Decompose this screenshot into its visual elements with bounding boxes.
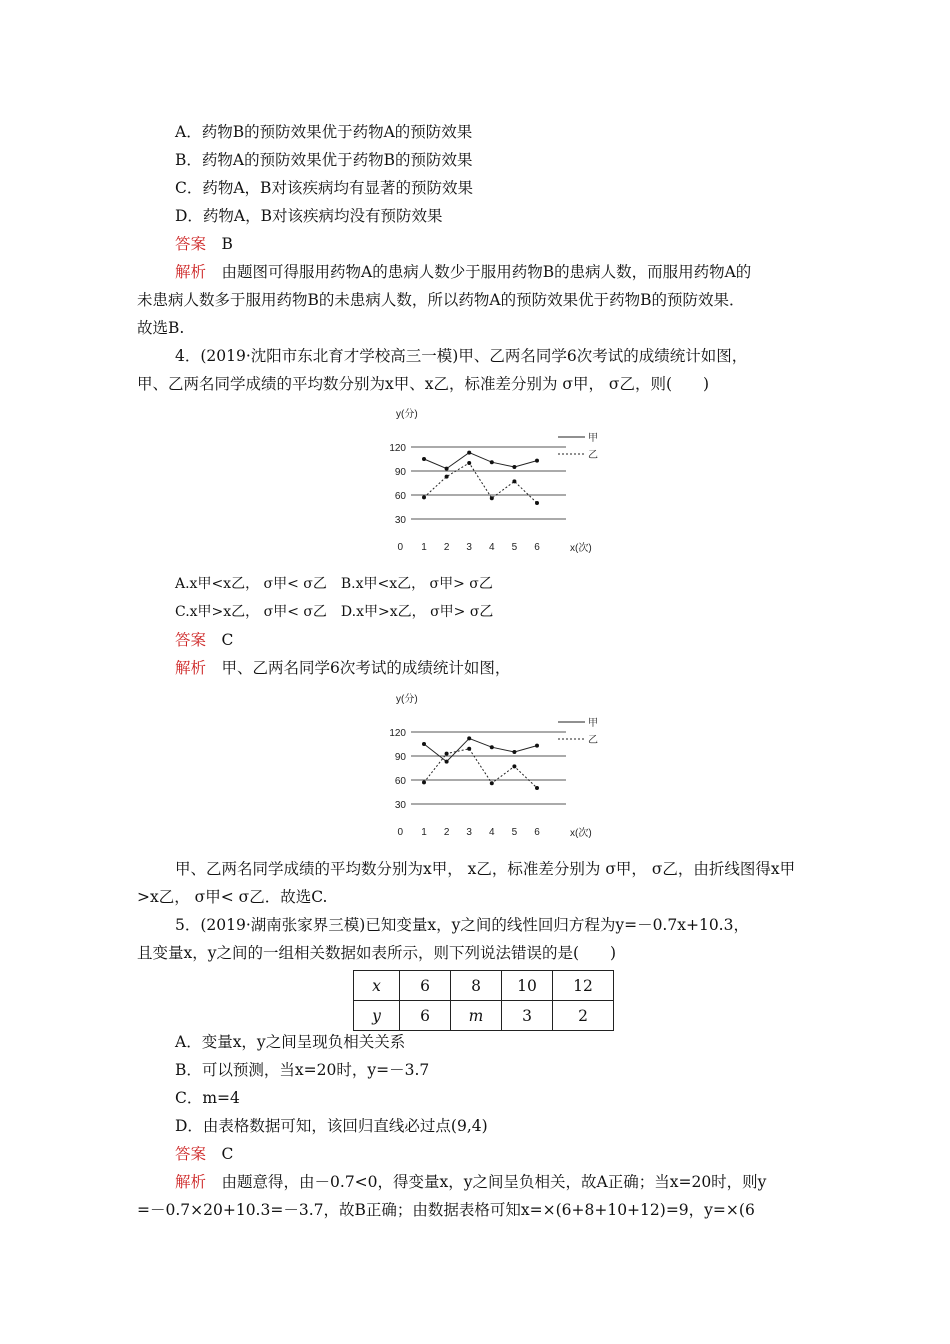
data-point (490, 496, 494, 500)
data-point (535, 501, 539, 505)
data-point (422, 780, 426, 784)
table-cell: 8 (451, 971, 502, 1001)
x-axis-label: x(次) (570, 828, 592, 839)
x-tick-label: 1 (421, 542, 427, 553)
analysis-text: 甲、乙两名同学6次考试的成绩统计如图， (221, 659, 511, 677)
q5-option-a: A．变量x，y之间呈现负相关关系 (175, 1033, 406, 1051)
x-tick-label: 4 (489, 542, 495, 553)
y-tick-label: 90 (394, 467, 406, 478)
option-b: B．药物A的预防效果优于药物B的预防效果 (175, 151, 473, 169)
q4-analysis-intro (175, 658, 510, 678)
x-axis-label: x(次) (570, 543, 592, 554)
x-tick-label: 3 (466, 542, 472, 553)
data-point (535, 744, 539, 748)
series-line-yi (424, 463, 537, 503)
y-tick-label: 120 (389, 728, 406, 739)
data-point (490, 745, 494, 749)
x-tick-label: 1 (421, 827, 427, 838)
y-tick-label: 90 (394, 752, 406, 763)
origin-label: 0 (397, 542, 403, 553)
q4-analysis-line-1: 甲、乙两名同学成绩的平均数分别为x甲， x乙，标准差分别为 σ甲， σ乙，由折线图得x甲 (175, 860, 796, 878)
data-point (422, 742, 426, 746)
data-point (445, 467, 449, 471)
data-point (535, 459, 539, 463)
q5-option-d: D．由表格数据可知，该回归直线必过点(9,4) (175, 1117, 488, 1135)
q3-analysis-line-2: 未患病人数多于服用药物B的未患病人数，所以药物A的预防效果优于药物B的预防效果． (137, 291, 745, 309)
y-tick-label: 60 (394, 776, 406, 787)
q5-answer (175, 1144, 233, 1164)
line-chart-analysis (388, 690, 618, 850)
analysis-label: 解析 (175, 1173, 207, 1191)
option-a: A．药物B的预防效果优于药物A的预防效果 (175, 123, 473, 141)
q4-options-line-2: C.x甲>x乙， σ甲< σ乙 D.x甲>x乙， σ甲> σ乙 (175, 604, 494, 620)
table-row (354, 1001, 614, 1031)
q5-analysis-line-2: =－0.7×20+10.3=－3.7，故B正确；由数据表格可知x=×(6+8+10+12)=9，y=×(6 (137, 1201, 755, 1219)
q4-analysis-line-2: >x乙， σ甲< σ乙．故选C. (137, 888, 328, 906)
data-point (467, 747, 471, 751)
analysis-text: 由题意得，由－0.7<0，得变量x，y之间呈负相关，故A正确；当x=20时，则y (221, 1173, 767, 1191)
data-point (512, 764, 516, 768)
q5-stem-line-2: 且变量x，y之间的一组相关数据如表所示，则下列说法错误的是( ) (137, 944, 617, 962)
y-tick-label: 60 (394, 491, 406, 502)
data-table (353, 970, 614, 1031)
q5-option-b: B．可以预测，当x=20时，y=－3.7 (175, 1061, 430, 1079)
data-point (512, 479, 516, 483)
q4-answer (175, 630, 233, 650)
series-line-jia (424, 738, 537, 761)
analysis-text: 由题图可得服用药物A的患病人数少于服用药物B的患病人数，而服用药物A的 (221, 263, 752, 281)
data-point (512, 465, 516, 469)
y-axis-label: y(分) (396, 409, 418, 420)
analysis-label: 解析 (175, 263, 207, 281)
answer-label: 答案 (175, 631, 207, 649)
option-d: D．药物A，B对该疾病均没有预防效果 (175, 207, 443, 225)
table-cell: 10 (502, 971, 553, 1001)
data-point (490, 781, 494, 785)
x-tick-label: 6 (534, 542, 540, 553)
legend-label: 乙 (588, 450, 598, 461)
x-tick-label: 5 (511, 542, 518, 553)
answer-label: 答案 (175, 1145, 207, 1163)
table-row (354, 971, 614, 1001)
x-tick-label: 4 (489, 827, 495, 838)
data-point (467, 736, 471, 740)
y-tick-label: 120 (389, 443, 406, 454)
x-tick-label: 2 (443, 542, 450, 553)
y-tick-label: 30 (394, 515, 406, 526)
y-tick-label: 30 (394, 800, 406, 811)
data-point (422, 495, 426, 499)
option-c: C．药物A，B对该疾病均有显著的预防效果 (175, 179, 473, 197)
data-point (535, 786, 539, 790)
q4-options-line-1: A.x甲<x乙， σ甲< σ乙 B.x甲<x乙， σ甲> σ乙 (175, 576, 493, 592)
x-tick-label: 5 (511, 827, 518, 838)
data-point (445, 760, 449, 764)
table-cell: 6 (400, 1001, 451, 1031)
table-cell: 6 (400, 971, 451, 1001)
data-point (445, 752, 449, 756)
answer-value: B (221, 235, 233, 253)
data-point (422, 457, 426, 461)
data-point (490, 460, 494, 464)
data-point (445, 475, 449, 479)
legend-label: 乙 (588, 735, 598, 746)
answer-value: C (221, 1145, 234, 1163)
analysis-label: 解析 (175, 659, 207, 677)
q3-answer (175, 234, 233, 254)
table-cell: x (354, 971, 400, 1001)
data-point (512, 750, 516, 754)
table-cell: 12 (553, 971, 614, 1001)
table-cell: m (451, 1001, 502, 1031)
q5-option-c: C．m=4 (175, 1089, 240, 1107)
q3-analysis-line-1 (175, 262, 751, 282)
y-axis-label: y(分) (396, 694, 418, 705)
legend-label: 甲 (588, 718, 598, 729)
series-line-jia (424, 453, 537, 469)
x-tick-label: 2 (443, 827, 450, 838)
answer-label: 答案 (175, 235, 207, 253)
legend-label: 甲 (588, 433, 598, 444)
q4-stem-line-1: 4．(2019·沈阳市东北育才学校高三一模)甲、乙两名同学6次考试的成绩统计如图， (175, 347, 748, 365)
table-cell: y (354, 1001, 400, 1031)
x-tick-label: 3 (466, 827, 472, 838)
origin-label: 0 (397, 827, 403, 838)
q4-stem-line-2: 甲、乙两名同学成绩的平均数分别为x甲、x乙，标准差分别为 σ甲， σ乙，则( ) (137, 375, 710, 393)
answer-value: C (221, 631, 234, 649)
x-tick-label: 6 (534, 827, 540, 838)
table-cell: 2 (553, 1001, 614, 1031)
q3-analysis-line-3: 故选B. (137, 319, 185, 337)
data-point (467, 461, 471, 465)
q5-stem-line-1: 5．(2019·湖南张家界三模)已知变量x，y之间的线性回归方程为y=－0.7x+10.3， (175, 916, 749, 934)
data-point (467, 451, 471, 455)
line-chart-question (388, 405, 618, 565)
series-line-yi (424, 749, 537, 788)
q5-analysis-line-1 (175, 1172, 766, 1192)
table-cell: 3 (502, 1001, 553, 1031)
